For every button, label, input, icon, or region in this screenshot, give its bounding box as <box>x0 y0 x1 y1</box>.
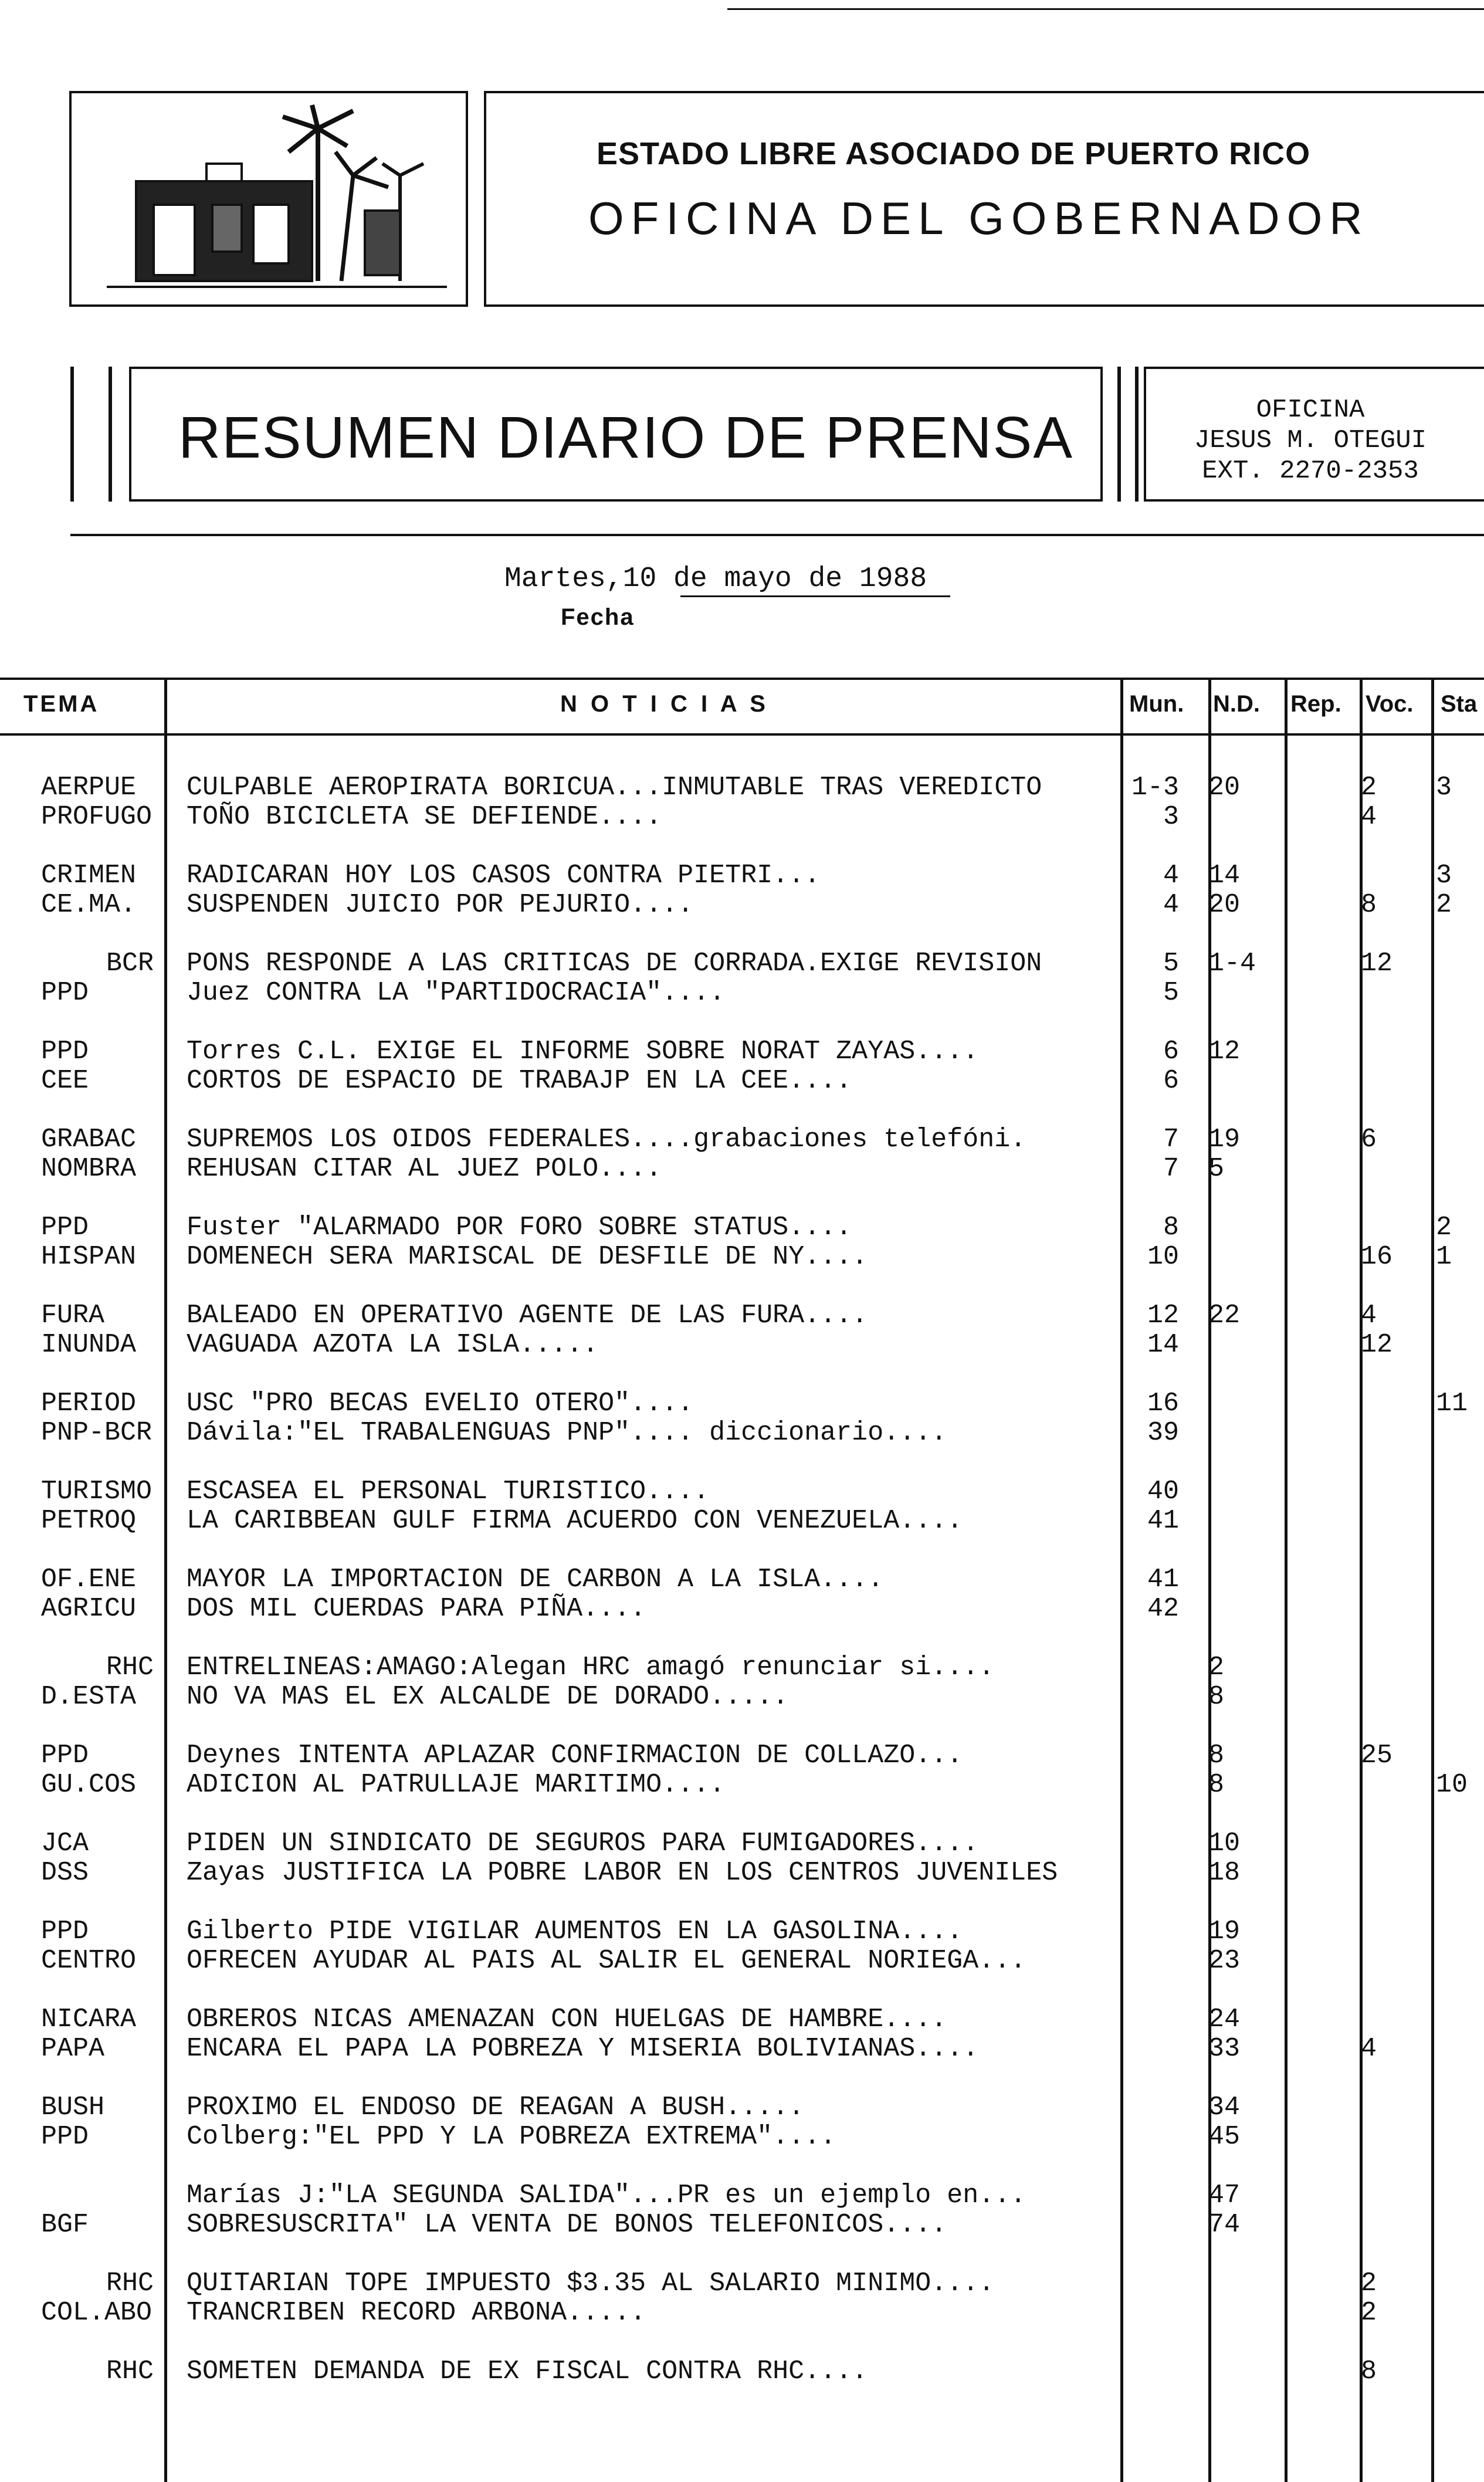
tema-cell: AGRICU <box>41 1594 137 1624</box>
table-row <box>0 802 1484 832</box>
tema-cell: NICARA <box>41 2005 137 2034</box>
table-row <box>0 861 1484 890</box>
table-row <box>0 1389 1484 1418</box>
news-cell: PROXIMO EL ENDOSO DE REAGAN A BUSH..... <box>187 2092 805 2122</box>
table-row <box>0 2005 1484 2034</box>
contact-line1: OFICINA <box>1256 395 1365 425</box>
voc-cell: 8 <box>1361 2356 1377 2386</box>
voc-cell: 12 <box>1361 1330 1393 1360</box>
table-row <box>0 1946 1484 1976</box>
table-row <box>0 1917 1484 1946</box>
mun-cell: 5 <box>1163 949 1179 978</box>
voc-cell: 2 <box>1361 773 1377 802</box>
tema-cell: TURISMO <box>41 1477 153 1506</box>
news-cell: PIDEN UN SINDICATO DE SEGUROS PARA FUMIGADORES.... <box>187 1829 979 1858</box>
news-cell: ADICION AL PATRULLAJE MARITIMO.... <box>187 1770 726 1800</box>
news-cell: Dávila:"EL TRABALENGUAS PNP".... diccionario.... <box>187 1418 947 1448</box>
voc-cell: 12 <box>1361 949 1393 978</box>
table-row <box>0 1594 1484 1624</box>
contact-line3: EXT. 2270-2353 <box>1202 456 1419 486</box>
voc-cell: 4 <box>1361 2034 1377 2064</box>
mun-cell: 8 <box>1163 1213 1179 1242</box>
nd-cell: 1-4 <box>1208 949 1256 978</box>
table-row <box>0 1037 1484 1066</box>
title-box <box>129 367 1103 502</box>
table-row <box>0 1330 1484 1360</box>
tema-cell: DSS <box>41 1858 89 1888</box>
table-row <box>0 1506 1484 1536</box>
tema-cell: PROFUGO <box>41 802 153 832</box>
table-top-rule <box>0 678 1484 680</box>
contact-box <box>1144 367 1484 502</box>
sta-cell: 3 <box>1436 773 1452 802</box>
mun-cell: 1-3 <box>1131 773 1179 802</box>
news-cell: ENTRELINEAS:AMAGO:Alegan HRC amagó renunciar si.... <box>187 1653 995 1682</box>
voc-cell: 4 <box>1361 802 1377 832</box>
news-cell: Fuster "ALARMADO POR FORO SOBRE STATUS.... <box>187 1213 852 1242</box>
news-cell: LA CARIBBEAN GULF FIRMA ACUERDO CON VENEZUELA.... <box>187 1506 963 1536</box>
table-row <box>0 1741 1484 1770</box>
mun-cell: 4 <box>1163 861 1179 890</box>
news-cell: Gilberto PIDE VIGILAR AUMENTOS EN LA GASOLINA.... <box>187 1916 963 1946</box>
col-tema: TEMA <box>23 691 100 717</box>
nd-cell: 19 <box>1208 1916 1241 1946</box>
sta-cell: 2 <box>1436 1213 1452 1242</box>
tema-cell: RHC <box>106 1653 154 1682</box>
sta-cell: 2 <box>1436 890 1452 920</box>
fortaleza-illustration <box>72 93 466 304</box>
nd-cell: 5 <box>1208 1154 1225 1184</box>
nd-cell: 23 <box>1208 1946 1241 1976</box>
tema-cell: CE.MA. <box>41 890 137 920</box>
tema-cell: BCR <box>106 949 154 978</box>
nd-cell: 8 <box>1208 1770 1225 1800</box>
table-row <box>0 2210 1484 2240</box>
col-voc: Voc. <box>1366 691 1414 717</box>
table-row <box>0 2269 1484 2298</box>
news-cell: CORTOS DE ESPACIO DE TRABAJP EN LA CEE.... <box>187 1066 852 1096</box>
tema-cell: PETROQ <box>41 1506 137 1536</box>
nd-cell: 12 <box>1208 1037 1241 1066</box>
table-row <box>0 2122 1484 2152</box>
nd-cell: 8 <box>1208 1682 1225 1712</box>
date-label: Fecha <box>561 604 635 630</box>
table-row <box>0 1242 1484 1272</box>
news-cell: DOMENECH SERA MARISCAL DE DESFILE DE NY.... <box>187 1242 868 1272</box>
table-row <box>0 1477 1484 1506</box>
page-title: RESUMEN DIARIO DE PRENSA <box>178 405 1074 470</box>
tema-cell: RHC <box>106 2357 154 2386</box>
voc-cell: 2 <box>1361 2298 1377 2328</box>
col-mun: Mun. <box>1129 691 1184 717</box>
tema-cell: CENTRO <box>41 1946 137 1976</box>
agency-name: ESTADO LIBRE ASOCIADO DE PUERTO RICO <box>597 136 1311 171</box>
sta-cell: 1 <box>1436 1242 1452 1272</box>
col-noticias: N O T I C I A S <box>560 691 769 717</box>
mun-cell: 10 <box>1147 1242 1179 1272</box>
voc-cell: 8 <box>1361 890 1377 920</box>
voc-cell: 25 <box>1361 1741 1393 1770</box>
news-cell: OFRECEN AYUDAR AL PAIS AL SALIR EL GENERAL NORIEGA... <box>187 1946 1026 1976</box>
mun-cell: 12 <box>1147 1301 1179 1330</box>
col-nd: N.D. <box>1213 691 1260 717</box>
news-cell: Deynes INTENTA APLAZAR CONFIRMACION DE COLLAZO... <box>187 1741 963 1770</box>
news-cell: NO VA MAS EL EX ALCALDE DE DORADO..... <box>187 1682 789 1712</box>
title-bar-right-1 <box>1117 367 1121 502</box>
voc-cell: 16 <box>1361 1242 1393 1272</box>
table-row <box>0 1213 1484 1242</box>
nd-cell: 10 <box>1208 1829 1241 1858</box>
tema-cell: PAPA <box>41 2034 105 2064</box>
news-cell: REHUSAN CITAR AL JUEZ POLO.... <box>187 1154 662 1184</box>
tema-cell: PPD <box>41 1037 89 1066</box>
tema-cell: GU.COS <box>41 1770 137 1800</box>
news-cell: Zayas JUSTIFICA LA POBRE LABOR EN LOS CENTROS JUVENILES <box>187 1858 1058 1888</box>
table-row <box>0 1066 1484 1096</box>
mun-cell: 40 <box>1147 1477 1179 1506</box>
mun-cell: 14 <box>1147 1330 1179 1360</box>
mun-cell: 4 <box>1163 890 1179 920</box>
nd-cell: 74 <box>1208 2210 1241 2240</box>
mun-cell: 7 <box>1163 1125 1179 1154</box>
nd-cell: 20 <box>1208 890 1241 920</box>
tema-cell: PERIOD <box>41 1389 137 1418</box>
news-cell: DOS MIL CUERDAS PARA PIÑA.... <box>187 1594 646 1624</box>
tema-cell: PPD <box>41 978 89 1008</box>
nd-cell: 22 <box>1208 1301 1241 1330</box>
table-row <box>0 1829 1484 1858</box>
table-row <box>0 2357 1484 2386</box>
news-cell: SOMETEN DEMANDA DE EX FISCAL CONTRA RHC.... <box>187 2356 868 2386</box>
news-cell: USC "PRO BECAS EVELIO OTERO".... <box>187 1389 694 1418</box>
tema-cell: PPD <box>41 1741 89 1770</box>
tema-cell: BUSH <box>41 2093 105 2122</box>
table-row <box>0 773 1484 802</box>
mun-cell: 6 <box>1163 1037 1179 1066</box>
title-bar-right-2 <box>1135 367 1139 502</box>
title-bar-left-1 <box>70 367 74 502</box>
table-row <box>0 1125 1484 1154</box>
news-cell: SUSPENDEN JUICIO POR PEJURIO.... <box>187 890 694 920</box>
news-cell: PONS RESPONDE A LAS CRITICAS DE CORRADA.EXIGE REVISION <box>187 949 1042 978</box>
news-cell: OBREROS NICAS AMENAZAN CON HUELGAS DE HAMBRE.... <box>187 2004 947 2034</box>
table-row <box>0 1858 1484 1888</box>
table-row <box>0 2034 1484 2064</box>
tema-cell: CEE <box>41 1066 89 1096</box>
col-rep: Rep. <box>1290 691 1341 717</box>
nd-cell: 14 <box>1208 861 1241 890</box>
sta-cell: 11 <box>1436 1389 1468 1418</box>
sta-cell: 3 <box>1436 861 1452 890</box>
voc-cell: 4 <box>1361 1301 1377 1330</box>
table-row <box>0 1653 1484 1682</box>
voc-cell: 2 <box>1361 2268 1377 2298</box>
col-sta: Sta <box>1441 691 1478 717</box>
table-row <box>0 890 1484 920</box>
tema-cell: CRIMEN <box>41 861 137 890</box>
news-cell: BALEADO EN OPERATIVO AGENTE DE LAS FURA.... <box>187 1301 868 1330</box>
sta-cell: 10 <box>1436 1770 1468 1800</box>
tema-cell: OF.ENE <box>41 1565 137 1594</box>
news-cell: SOBRESUSCRITA" LA VENTA DE BONOS TELEFONICOS.... <box>187 2210 947 2240</box>
date-value: Martes,10 de mayo de 1988 <box>504 563 927 595</box>
table-row <box>0 978 1484 1008</box>
nd-cell: 20 <box>1208 773 1241 802</box>
mun-cell: 6 <box>1163 1066 1179 1096</box>
news-cell: Juez CONTRA LA "PARTIDOCRACIA".... <box>187 978 726 1008</box>
tema-cell: AERPUE <box>41 773 137 802</box>
office-name: OFICINA DEL GOBERNADOR <box>588 192 1370 244</box>
nd-cell: 2 <box>1208 1653 1225 1682</box>
table-row <box>0 2181 1484 2210</box>
table-row <box>0 2093 1484 2122</box>
news-cell: Colberg:"EL PPD Y LA POBREZA EXTREMA".... <box>187 2122 836 2152</box>
mun-cell: 16 <box>1147 1389 1179 1418</box>
table-row <box>0 949 1484 978</box>
tema-cell: BGF <box>41 2210 89 2240</box>
tema-cell: PPD <box>41 2122 89 2152</box>
mun-cell: 41 <box>1147 1506 1179 1536</box>
mun-cell: 3 <box>1163 802 1179 832</box>
news-cell: VAGUADA AZOTA LA ISLA..... <box>187 1330 599 1360</box>
news-cell: QUITARIAN TOPE IMPUESTO $3.35 AL SALARIO MINIMO.... <box>187 2268 995 2298</box>
logo-box <box>69 91 468 307</box>
tema-cell: PPD <box>41 1917 89 1946</box>
date-underline <box>680 595 950 597</box>
section-rule <box>70 534 1484 536</box>
tema-cell: PNP-BCR <box>41 1418 153 1448</box>
news-cell: ENCARA EL PAPA LA POBREZA Y MISERIA BOLIVIANAS.... <box>187 2034 979 2064</box>
contact-line2: JESUS M. OTEGUI <box>1194 426 1427 455</box>
table-row <box>0 1418 1484 1448</box>
nd-cell: 33 <box>1208 2034 1241 2064</box>
mun-cell: 39 <box>1147 1418 1179 1448</box>
tema-cell: NOMBRA <box>41 1154 137 1184</box>
tema-cell: RHC <box>106 2269 154 2298</box>
mun-cell: 7 <box>1163 1154 1179 1184</box>
table-row <box>0 1770 1484 1800</box>
mun-cell: 42 <box>1147 1594 1179 1624</box>
tema-cell: PPD <box>41 1213 89 1242</box>
voc-cell: 6 <box>1361 1125 1377 1154</box>
table-header-rule <box>0 733 1484 736</box>
table-row <box>0 1682 1484 1712</box>
table-row <box>0 2298 1484 2328</box>
news-cell: CULPABLE AEROPIRATA BORICUA...INMUTABLE TRAS VEREDICTO <box>187 773 1042 802</box>
nd-cell: 18 <box>1208 1858 1241 1888</box>
news-cell: MAYOR LA IMPORTACION DE CARBON A LA ISLA.... <box>187 1565 884 1594</box>
nd-cell: 8 <box>1208 1741 1225 1770</box>
news-cell: SUPREMOS LOS OIDOS FEDERALES....grabaciones telefóni. <box>187 1125 1026 1154</box>
nd-cell: 19 <box>1208 1125 1241 1154</box>
tema-cell: COL.ABO <box>41 2298 153 2328</box>
mun-cell: 5 <box>1163 978 1179 1008</box>
title-bar-left-2 <box>109 367 112 502</box>
tema-cell: GRABAC <box>41 1125 137 1154</box>
tema-cell: JCA <box>41 1829 89 1858</box>
table-row <box>0 1154 1484 1184</box>
news-cell: RADICARAN HOY LOS CASOS CONTRA PIETRI... <box>187 861 821 890</box>
nd-cell: 47 <box>1208 2180 1241 2210</box>
mun-cell: 41 <box>1147 1565 1179 1594</box>
table-row <box>0 1301 1484 1330</box>
tema-cell: INUNDA <box>41 1330 137 1360</box>
news-cell: TOÑO BICICLETA SE DEFIENDE.... <box>187 802 662 832</box>
news-cell: Torres C.L. EXIGE EL INFORME SOBRE NORAT ZAYAS.... <box>187 1037 979 1066</box>
nd-cell: 24 <box>1208 2004 1241 2034</box>
top-rule <box>727 8 1484 10</box>
table-row <box>0 1565 1484 1594</box>
agency-box <box>484 91 1484 307</box>
tema-cell: HISPAN <box>41 1242 137 1272</box>
nd-cell: 45 <box>1208 2122 1241 2152</box>
news-cell: ESCASEA EL PERSONAL TURISTICO.... <box>187 1477 710 1506</box>
news-cell: Marías J:"LA SEGUNDA SALIDA"...PR es un ejemplo en... <box>187 2180 1026 2210</box>
tema-cell: FURA <box>41 1301 105 1330</box>
tema-cell: D.ESTA <box>41 1682 137 1712</box>
news-cell: TRANCRIBEN RECORD ARBONA..... <box>187 2298 646 2328</box>
nd-cell: 34 <box>1208 2092 1241 2122</box>
